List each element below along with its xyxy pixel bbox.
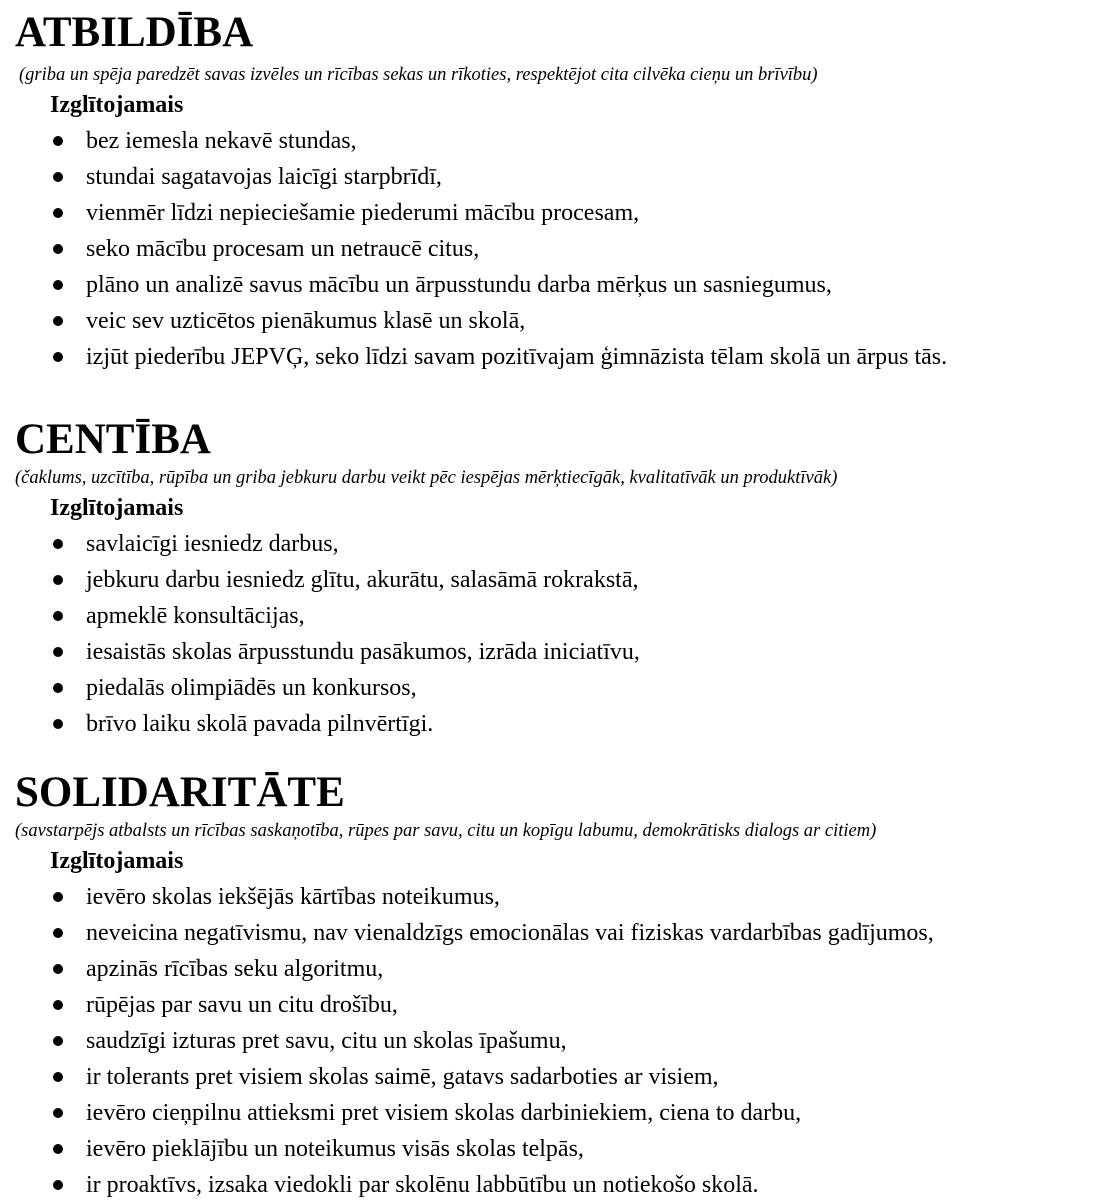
list-item-text: jebkuru darbu iesniedz glītu, akurātu, salasāmā rokrakstā, bbox=[86, 567, 639, 593]
list-item-text: bez iemesla nekavē stundas, bbox=[86, 128, 357, 154]
list-item-text: plāno un analizē savus mācību un ārpusstundu darba mērķus un sasniegumus, bbox=[86, 272, 832, 298]
section-heading: CENTĪBA bbox=[15, 416, 211, 463]
subject-label: Izglītojamais bbox=[50, 495, 184, 521]
section-heading: ATBILDĪBA bbox=[15, 9, 254, 56]
bullet-icon bbox=[53, 1180, 63, 1190]
bullet-icon bbox=[53, 172, 63, 182]
list-item-text: stundai sagatavojas laicīgi starpbrīdī, bbox=[86, 164, 442, 190]
list-item-text: seko mācību procesam un netraucē citus, bbox=[86, 236, 480, 262]
list-item-text: ir proaktīvs, izsaka viedokli par skolēnu labbūtību un notiekošo skolā. bbox=[86, 1172, 759, 1198]
bullet-icon bbox=[53, 719, 63, 729]
list-item-text: piedalās olimpiādēs un konkursos, bbox=[86, 675, 417, 701]
bullet-icon bbox=[53, 964, 63, 974]
list-item-text: izjūt piederību JEPVĢ, seko līdzi savam pozitīvajam ģimnāzista tēlam skolā un ārpus tās. bbox=[86, 344, 948, 370]
list-item-text: neveicina negatīvismu, nav vienaldzīgs emocionālas vai fiziskas vardarbības gadījumos, bbox=[86, 920, 934, 946]
bullet-icon bbox=[53, 647, 63, 657]
list-item-text: apzinās rīcības seku algoritmu, bbox=[86, 956, 384, 982]
bullet-icon bbox=[53, 208, 63, 218]
bullet-icon bbox=[53, 1000, 63, 1010]
subject-label: Izglītojamais bbox=[50, 848, 184, 874]
list-item-text: ievēro cieņpilnu attieksmi pret visiem skolas darbiniekiem, ciena to darbu, bbox=[86, 1100, 802, 1126]
bullet-icon bbox=[53, 1072, 63, 1082]
section-subtitle: (čaklums, uzcītība, rūpība un griba jebkuru darbu veikt pēc iespējas mērķtiecīgāk, kvalitatīvāk un produktīvāk) bbox=[15, 468, 838, 488]
bullet-icon bbox=[53, 683, 63, 693]
list-item-text: veic sev uzticētos pienākumus klasē un skolā, bbox=[86, 308, 526, 334]
list-item-text: ir tolerants pret visiem skolas saimē, gatavs sadarboties ar visiem, bbox=[86, 1064, 719, 1090]
bullet-icon bbox=[53, 316, 63, 326]
bullet-icon bbox=[53, 280, 63, 290]
bullet-icon bbox=[53, 575, 63, 585]
bullet-icon bbox=[53, 1144, 63, 1154]
section-subtitle: (savstarpējs atbalsts un rīcības saskaņotība, rūpes par savu, citu un kopīgu labumu, demokrātisks dialogs ar citiem) bbox=[15, 821, 877, 841]
list-item-text: ievēro skolas iekšējās kārtības noteikumus, bbox=[86, 884, 500, 910]
bullet-icon bbox=[53, 136, 63, 146]
bullet-icon bbox=[53, 928, 63, 938]
list-item-text: iesaistās skolas ārpusstundu pasākumos, izrāda iniciatīvu, bbox=[86, 639, 640, 665]
bullet-icon bbox=[53, 1108, 63, 1118]
subject-label: Izglītojamais bbox=[50, 92, 184, 118]
section-subtitle: (griba un spēja paredzēt savas izvēles un rīcības sekas un rīkoties, respektējot cita cilvēka cieņu un brīvību) bbox=[19, 65, 818, 85]
bullet-icon bbox=[53, 352, 63, 362]
list-item-text: brīvo laiku skolā pavada pilnvērtīgi. bbox=[86, 711, 434, 737]
list-item-text: savlaicīgi iesniedz darbus, bbox=[86, 531, 339, 557]
bullet-icon bbox=[53, 892, 63, 902]
list-item-text: ievēro pieklājību un noteikumus visās skolas telpās, bbox=[86, 1136, 584, 1162]
list-item-text: vienmēr līdzi nepieciešamie piederumi mācību procesam, bbox=[86, 200, 640, 226]
list-item-text: rūpējas par savu un citu drošību, bbox=[86, 992, 398, 1018]
bullet-icon bbox=[53, 611, 63, 621]
list-item-text: apmeklē konsultācijas, bbox=[86, 603, 305, 629]
bullet-icon bbox=[53, 1036, 63, 1046]
bullet-icon bbox=[53, 539, 63, 549]
bullet-icon bbox=[53, 244, 63, 254]
section-heading: SOLIDARITĀTE bbox=[15, 769, 345, 816]
list-item-text: saudzīgi izturas pret savu, citu un skolas īpašumu, bbox=[86, 1028, 567, 1054]
